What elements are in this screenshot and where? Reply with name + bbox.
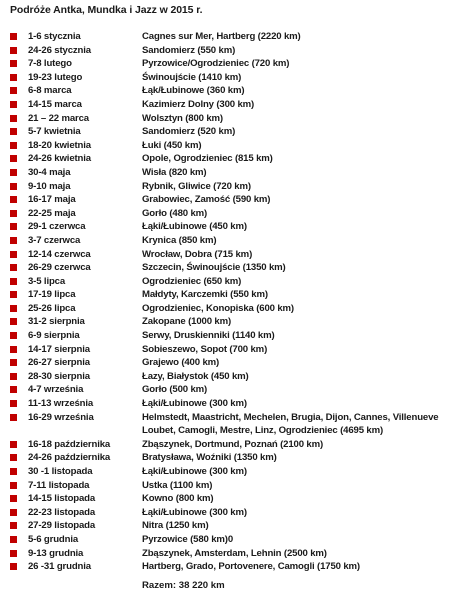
red-square-bullet-icon xyxy=(10,155,17,162)
trip-date: 24-26 kwietnia xyxy=(28,153,91,165)
trip-date: 16-29 września xyxy=(28,411,94,423)
trip-destination: Grajewo (400 km) xyxy=(142,357,220,369)
trip-row xyxy=(0,261,453,275)
red-square-bullet-icon xyxy=(10,291,17,298)
trip-destination: Sandomierz (550 km) xyxy=(142,44,236,56)
trip-date: 9-10 maja xyxy=(28,180,71,192)
trip-destination: Pyrzowice/Ogrodzieniec (720 km) xyxy=(142,58,290,70)
trip-date: 18-20 kwietnia xyxy=(28,139,91,151)
trip-row xyxy=(0,84,453,98)
trip-date: 11-13 września xyxy=(28,398,94,410)
red-square-bullet-icon xyxy=(10,74,17,81)
trip-destination: Ustka (1100 km) xyxy=(142,479,213,491)
trip-destination: Wrocław, Dobra (715 km) xyxy=(142,248,253,260)
trip-destination: Świnoujście (1410 km) xyxy=(142,71,242,83)
trip-list xyxy=(0,30,453,574)
trip-row xyxy=(0,506,453,520)
trip-row xyxy=(0,193,453,207)
trip-destination: Helmstedt, Maastricht, Mechelen, Brugia, Dijon, Cannes, Villenueve Loubet, Camogli, Mestre, Linz, Ogrodzieniec (4695 km) xyxy=(142,411,439,437)
red-square-bullet-icon xyxy=(10,196,17,203)
trip-date: 16-17 maja xyxy=(28,194,76,206)
total-distance: Razem: 38 220 km xyxy=(142,580,225,591)
trip-destination: Łuki (450 km) xyxy=(142,139,202,151)
trip-row xyxy=(0,220,453,234)
trip-destination: Hartberg, Grado, Portovenere, Camogli (1750 km) xyxy=(142,561,360,573)
trip-destination: Szczecin, Świnoujście (1350 km) xyxy=(142,262,286,274)
trip-row xyxy=(0,288,453,302)
trip-date: 31-2 sierpnia xyxy=(28,316,85,328)
red-square-bullet-icon xyxy=(10,305,17,312)
trip-date: 6-8 marca xyxy=(28,85,72,97)
trip-row xyxy=(0,275,453,289)
red-square-bullet-icon xyxy=(10,47,17,54)
trip-date: 1-6 stycznia xyxy=(28,31,81,42)
trip-date: 5-6 grudnia xyxy=(28,533,79,545)
trip-row xyxy=(0,411,453,438)
trip-date: 14-15 listopada xyxy=(28,493,96,505)
trip-row xyxy=(0,547,453,561)
page-title: Podróże Antka, Mundka i Jazz w 2015 r. xyxy=(10,4,203,16)
trip-row xyxy=(0,519,453,533)
red-square-bullet-icon xyxy=(10,183,17,190)
red-square-bullet-icon xyxy=(10,101,17,108)
red-square-bullet-icon xyxy=(10,441,17,448)
red-square-bullet-icon xyxy=(10,386,17,393)
red-square-bullet-icon xyxy=(10,495,17,502)
red-square-bullet-icon xyxy=(10,468,17,475)
trip-date: 22-23 listopada xyxy=(28,506,96,518)
trip-destination: Ogrodzieniec, Konopiska (600 km) xyxy=(142,302,294,314)
trip-date: 30-4 maja xyxy=(28,166,71,178)
trip-date: 26-27 sierpnia xyxy=(28,357,90,369)
red-square-bullet-icon xyxy=(10,522,17,529)
trip-destination: Kowno (800 km) xyxy=(142,493,214,505)
red-square-bullet-icon xyxy=(10,237,17,244)
trip-destination: Łąki/Łubinowe (300 km) xyxy=(142,506,247,518)
trip-destination: Pyrzowice (580 km)0 xyxy=(142,533,234,545)
trip-destination: Sandomierz (520 km) xyxy=(142,126,236,138)
trip-destination: Łąki/Łubinowe (300 km) xyxy=(142,466,247,477)
trip-row xyxy=(0,57,453,71)
red-square-bullet-icon xyxy=(10,60,17,67)
trip-destination: Łąki/Łubinowe (300 km) xyxy=(142,398,247,410)
trip-date: 14-15 marca xyxy=(28,98,82,110)
red-square-bullet-icon xyxy=(10,87,17,94)
trip-destination: Serwy, Druskienniki (1140 km) xyxy=(142,330,275,342)
trip-date: 12-14 czerwca xyxy=(28,248,91,260)
trip-destination: Zakopane (1000 km) xyxy=(142,316,232,328)
red-square-bullet-icon xyxy=(10,373,17,380)
red-square-bullet-icon xyxy=(10,223,17,230)
trip-date: 28-30 sierpnia xyxy=(28,370,90,382)
trip-date: 19-23 lutego xyxy=(28,71,83,83)
trip-row xyxy=(0,125,453,139)
red-square-bullet-icon xyxy=(10,346,17,353)
red-square-bullet-icon xyxy=(10,33,17,40)
trip-date: 4-7 września xyxy=(28,384,84,396)
trip-date: 16-18 października xyxy=(28,438,111,450)
trip-row xyxy=(0,356,453,370)
trip-destination: Krynica (850 km) xyxy=(142,234,217,246)
trip-row xyxy=(0,451,453,465)
trip-date: 27-29 listopada xyxy=(28,520,96,532)
trip-destination: Rybnik, Gliwice (720 km) xyxy=(142,180,251,192)
trip-destination: Łazy, Białystok (450 km) xyxy=(142,370,249,382)
trip-date: 29-1 czerwca xyxy=(28,221,86,233)
trip-destination: Łąki/Łubinowe (450 km) xyxy=(142,221,247,233)
trip-destination: Sobieszewo, Sopot (700 km) xyxy=(142,343,268,355)
red-square-bullet-icon xyxy=(10,142,17,149)
trip-row xyxy=(0,315,453,329)
trip-destination: Małdyty, Karczemki (550 km) xyxy=(142,289,268,301)
trip-row xyxy=(0,302,453,316)
trip-date: 26 -31 grudnia xyxy=(28,561,91,573)
trip-row xyxy=(0,180,453,194)
trip-date: 24-26 października xyxy=(28,452,111,464)
trip-row xyxy=(0,71,453,85)
red-square-bullet-icon xyxy=(10,536,17,543)
trip-date: 6-9 sierpnia xyxy=(28,330,80,342)
red-square-bullet-icon xyxy=(10,332,17,339)
red-square-bullet-icon xyxy=(10,482,17,489)
trip-date: 25-26 lipca xyxy=(28,302,76,314)
red-square-bullet-icon xyxy=(10,400,17,407)
trip-date: 3-5 lipca xyxy=(28,275,66,287)
trip-destination: Łąk/Łubinowe (360 km) xyxy=(142,85,245,97)
trip-row xyxy=(0,560,453,574)
red-square-bullet-icon xyxy=(10,509,17,516)
red-square-bullet-icon xyxy=(10,210,17,217)
trip-date: 22-25 maja xyxy=(28,207,76,219)
red-square-bullet-icon xyxy=(10,359,17,366)
red-square-bullet-icon xyxy=(10,563,17,570)
trip-date: 9-13 grudnia xyxy=(28,547,84,559)
trip-destination: Gorło (480 km) xyxy=(142,207,208,219)
trip-destination: Ogrodzieniec (650 km) xyxy=(142,275,242,287)
trip-date: 26-29 czerwca xyxy=(28,262,91,274)
trip-row xyxy=(0,207,453,221)
trip-row xyxy=(0,492,453,506)
red-square-bullet-icon xyxy=(10,454,17,461)
trip-date: 14-17 sierpnia xyxy=(28,343,90,355)
red-square-bullet-icon xyxy=(10,115,17,122)
trip-destination: Wisła (820 km) xyxy=(142,166,207,178)
trip-row xyxy=(0,139,453,153)
red-square-bullet-icon xyxy=(10,318,17,325)
trip-destination: Opole, Ogrodzieniec (815 km) xyxy=(142,153,273,165)
trip-row xyxy=(0,397,453,411)
trip-row xyxy=(0,234,453,248)
trip-row xyxy=(0,329,453,343)
trip-row xyxy=(0,98,453,112)
trip-row xyxy=(0,465,453,479)
trip-date: 17-19 lipca xyxy=(28,289,76,301)
trip-destination: Nitra (1250 km) xyxy=(142,520,209,532)
red-square-bullet-icon xyxy=(10,264,17,271)
trip-date: 7-11 listopada xyxy=(28,479,90,491)
trip-row xyxy=(0,112,453,126)
trip-row xyxy=(0,152,453,166)
red-square-bullet-icon xyxy=(10,251,17,258)
trip-date: 3-7 czerwca xyxy=(28,234,81,246)
trip-row xyxy=(0,370,453,384)
trip-date: 7-8 lutego xyxy=(28,58,72,70)
trip-row xyxy=(0,30,453,44)
trip-row xyxy=(0,383,453,397)
red-square-bullet-icon xyxy=(10,414,17,421)
trip-destination: Kazimierz Dolny (300 km) xyxy=(142,98,255,110)
trip-destination: Gorło (500 km) xyxy=(142,384,208,396)
trip-row xyxy=(0,438,453,452)
trip-destination: Grabowiec, Zamość (590 km) xyxy=(142,194,271,206)
trip-row xyxy=(0,166,453,180)
trip-destination: Zbąszynek, Dortmund, Poznań (2100 km) xyxy=(142,438,324,450)
trip-row xyxy=(0,343,453,357)
red-square-bullet-icon xyxy=(10,169,17,176)
trip-date: 30 -1 listopada xyxy=(28,466,93,477)
red-square-bullet-icon xyxy=(10,278,17,285)
trip-date: 5-7 kwietnia xyxy=(28,126,81,138)
red-square-bullet-icon xyxy=(10,550,17,557)
trip-date: 21 – 22 marca xyxy=(28,112,89,124)
trip-destination: Zbąszynek, Amsterdam, Lehnin (2500 km) xyxy=(142,547,327,559)
trip-date: 24-26 stycznia xyxy=(28,44,91,56)
trip-row xyxy=(0,479,453,493)
trip-destination: Cagnes sur Mer, Hartberg (2220 km) xyxy=(142,31,301,42)
trip-row xyxy=(0,248,453,262)
trip-row xyxy=(0,44,453,58)
red-square-bullet-icon xyxy=(10,128,17,135)
trip-row xyxy=(0,533,453,547)
trip-destination: Wolsztyn (800 km) xyxy=(142,112,223,124)
trip-destination: Bratysława, Woźniki (1350 km) xyxy=(142,452,277,464)
